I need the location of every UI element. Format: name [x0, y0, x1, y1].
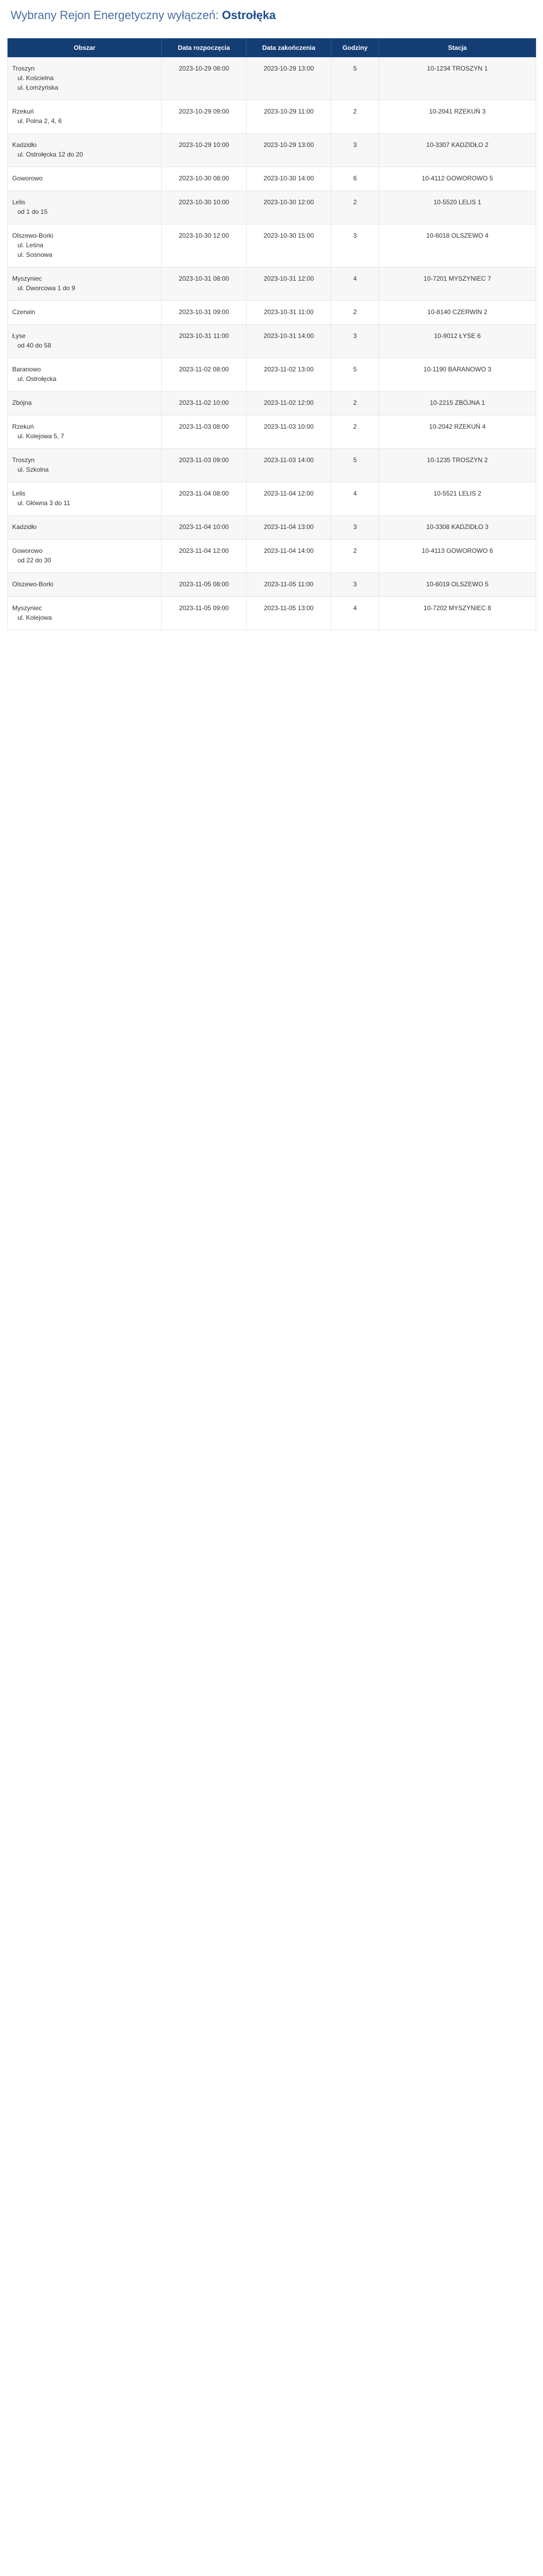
start-date-cell: 2023-10-29 09:00	[162, 100, 247, 134]
start-date-cell: 2023-10-30 08:00	[162, 167, 247, 191]
area-name: Łyse	[12, 332, 26, 340]
area-cell	[8, 57, 162, 100]
start-date-cell: 2023-10-31 11:00	[162, 325, 247, 358]
station-cell: 10-1234 TROSZYN 1	[379, 57, 536, 100]
end-date-cell: 2023-11-05 11:00	[247, 573, 331, 597]
area-streets: ul. Szkolna	[17, 466, 49, 473]
hours-cell: 2	[331, 100, 379, 134]
end-date-cell: 2023-11-04 12:00	[247, 482, 331, 516]
area-block	[12, 522, 157, 532]
station-cell: 10-4113 GOWOROWO 6	[379, 540, 536, 573]
hours-cell: 2	[331, 540, 379, 573]
area-block	[12, 274, 157, 293]
table-row	[8, 597, 536, 630]
station-cell: 10-3307 KADZIDŁO 2	[379, 134, 536, 167]
end-date-cell: 2023-11-02 13:00	[247, 358, 331, 392]
area-name: Rzekuń	[12, 423, 34, 430]
hours-cell: 4	[331, 482, 379, 516]
table-row	[8, 100, 536, 134]
area-cell	[8, 516, 162, 540]
area-cell	[8, 134, 162, 167]
start-date-cell: 2023-11-03 09:00	[162, 449, 247, 482]
area-cell	[8, 573, 162, 597]
station-cell: 10-6019 OLSZEWO 5	[379, 573, 536, 597]
start-date-cell: 2023-10-31 08:00	[162, 267, 247, 301]
table-row	[8, 392, 536, 415]
hours-cell: 3	[331, 224, 379, 267]
hours-cell: 2	[331, 392, 379, 415]
station-cell: 10-9012 ŁYSE 6	[379, 325, 536, 358]
area-name: Myszyniec	[12, 604, 42, 612]
area-cell	[8, 482, 162, 516]
area-cell	[8, 449, 162, 482]
region-name: Ostrołęka	[222, 8, 276, 22]
area-cell	[8, 167, 162, 191]
area-cell	[8, 224, 162, 267]
table-body	[8, 57, 536, 630]
area-name: Lelis	[12, 198, 25, 206]
station-cell: 10-1190 BARANOWO 3	[379, 358, 536, 392]
area-name: Myszyniec	[12, 275, 42, 282]
table-row	[8, 415, 536, 449]
start-date-cell: 2023-11-04 10:00	[162, 516, 247, 540]
station-cell: 10-4112 GOWOROWO 5	[379, 167, 536, 191]
hours-cell: 3	[331, 325, 379, 358]
column-header-area: Obszar	[8, 39, 162, 57]
start-date-cell: 2023-11-04 08:00	[162, 482, 247, 516]
hours-cell: 3	[331, 516, 379, 540]
station-cell: 10-1235 TROSZYN 2	[379, 449, 536, 482]
area-name: Olszewo-Borki	[12, 580, 54, 588]
table-row	[8, 573, 536, 597]
station-cell: 10-5521 LELIS 2	[379, 482, 536, 516]
area-cell	[8, 301, 162, 325]
area-block	[12, 365, 157, 384]
start-date-cell: 2023-11-05 09:00	[162, 597, 247, 630]
area-block	[12, 331, 157, 350]
area-block	[12, 307, 157, 317]
end-date-cell: 2023-10-29 13:00	[247, 57, 331, 100]
start-date-cell: 2023-10-29 08:00	[162, 57, 247, 100]
area-cell	[8, 267, 162, 301]
table-header-row	[8, 39, 536, 57]
area-name: Zbójna	[12, 399, 32, 406]
table-row	[8, 482, 536, 516]
station-cell: 10-8140 CZERWIN 2	[379, 301, 536, 325]
hours-cell: 2	[331, 191, 379, 224]
table-row	[8, 325, 536, 358]
table-row	[8, 301, 536, 325]
area-name: Czerwin	[12, 308, 36, 316]
region-title	[11, 8, 536, 22]
outage-table	[7, 38, 536, 630]
hours-cell: 3	[331, 573, 379, 597]
area-streets: ul. Dworcowa 1 do 9	[17, 284, 75, 292]
hours-cell: 2	[331, 415, 379, 449]
area-streets: od 40 do 58	[17, 342, 51, 349]
area-cell	[8, 597, 162, 630]
area-cell	[8, 415, 162, 449]
column-header-station: Stacja	[379, 39, 536, 57]
end-date-cell: 2023-11-05 13:00	[247, 597, 331, 630]
hours-cell: 2	[331, 301, 379, 325]
area-cell	[8, 100, 162, 134]
start-date-cell: 2023-11-02 10:00	[162, 392, 247, 415]
end-date-cell: 2023-10-31 12:00	[247, 267, 331, 301]
start-date-cell: 2023-11-02 08:00	[162, 358, 247, 392]
area-name: Goworowo	[12, 175, 43, 182]
table-row	[8, 449, 536, 482]
start-date-cell: 2023-10-30 10:00	[162, 191, 247, 224]
hours-cell: 6	[331, 167, 379, 191]
hours-cell: 3	[331, 134, 379, 167]
region-title-prefix: Wybrany Rejon Energetyczny wyłączeń:	[11, 8, 219, 22]
table-row	[8, 516, 536, 540]
table-row	[8, 224, 536, 267]
station-cell: 10-2041 RZEKUŃ 3	[379, 100, 536, 134]
area-name: Rzekuń	[12, 108, 34, 115]
end-date-cell: 2023-10-31 11:00	[247, 301, 331, 325]
area-cell	[8, 325, 162, 358]
area-cell	[8, 358, 162, 392]
end-date-cell: 2023-11-02 12:00	[247, 392, 331, 415]
end-date-cell: 2023-10-29 13:00	[247, 134, 331, 167]
area-name: Kadzidło	[12, 141, 37, 149]
area-block	[12, 398, 157, 407]
area-streets: ul. Kościelna ul. Łomżyńska	[17, 74, 58, 91]
station-cell: 10-7201 MYSZYNIEC 7	[379, 267, 536, 301]
start-date-cell: 2023-10-31 09:00	[162, 301, 247, 325]
area-cell	[8, 392, 162, 415]
area-block	[12, 174, 157, 183]
station-cell: 10-3308 KADZIDŁO 3	[379, 516, 536, 540]
start-date-cell: 2023-11-04 12:00	[162, 540, 247, 573]
end-date-cell: 2023-11-03 14:00	[247, 449, 331, 482]
area-streets: od 1 do 15	[17, 208, 48, 215]
hours-cell: 5	[331, 449, 379, 482]
table-row	[8, 358, 536, 392]
station-cell: 10-6018 OLSZEWO 4	[379, 224, 536, 267]
area-block	[12, 579, 157, 589]
area-streets: ul. Kolejowa	[17, 614, 52, 621]
area-block	[12, 546, 157, 565]
area-name: Troszyn	[12, 65, 35, 72]
area-streets: ul. Polna 2, 4, 6	[17, 117, 62, 125]
area-name: Kadzidło	[12, 523, 37, 531]
end-date-cell: 2023-10-30 15:00	[247, 224, 331, 267]
area-streets: ul. Ostrołęcka	[17, 375, 57, 383]
table-row	[8, 267, 536, 301]
column-header-end: Data zakończenia	[247, 39, 331, 57]
area-name: Olszewo-Borki	[12, 232, 54, 239]
hours-cell: 4	[331, 597, 379, 630]
station-cell: 10-2042 RZEKUŃ 4	[379, 415, 536, 449]
area-streets: ul. Ostrołęcka 12 do 20	[17, 151, 83, 158]
area-block	[12, 231, 157, 259]
area-cell	[8, 540, 162, 573]
area-name: Lelis	[12, 490, 25, 497]
start-date-cell: 2023-10-30 12:00	[162, 224, 247, 267]
area-name: Baranowo	[12, 366, 41, 373]
end-date-cell: 2023-11-04 14:00	[247, 540, 331, 573]
station-cell: 10-7202 MYSZYNIEC 8	[379, 597, 536, 630]
area-block	[12, 455, 157, 474]
end-date-cell: 2023-11-04 13:00	[247, 516, 331, 540]
area-streets: od 22 do 30	[17, 557, 51, 564]
area-streets: ul. Leśna ul. Sosnowa	[17, 241, 52, 258]
area-streets: ul. Kolejowa 5, 7	[17, 432, 65, 440]
column-header-hours: Godziny	[331, 39, 379, 57]
table-row	[8, 167, 536, 191]
area-block	[12, 603, 157, 622]
area-name: Goworowo	[12, 547, 43, 554]
start-date-cell: 2023-10-29 10:00	[162, 134, 247, 167]
area-block	[12, 140, 157, 159]
end-date-cell: 2023-11-03 10:00	[247, 415, 331, 449]
area-block	[12, 197, 157, 216]
end-date-cell: 2023-10-31 14:00	[247, 325, 331, 358]
area-block	[12, 489, 157, 508]
table-row	[8, 134, 536, 167]
start-date-cell: 2023-11-05 08:00	[162, 573, 247, 597]
station-cell: 10-5520 LELIS 1	[379, 191, 536, 224]
table-row	[8, 57, 536, 100]
hours-cell: 5	[331, 57, 379, 100]
area-cell	[8, 191, 162, 224]
area-name: Troszyn	[12, 456, 35, 464]
area-block	[12, 422, 157, 441]
end-date-cell: 2023-10-29 11:00	[247, 100, 331, 134]
start-date-cell: 2023-11-03 08:00	[162, 415, 247, 449]
hours-cell: 5	[331, 358, 379, 392]
station-cell: 10-2215 ZBÓJNA 1	[379, 392, 536, 415]
hours-cell: 4	[331, 267, 379, 301]
area-streets: ul. Główna 3 do 11	[17, 499, 71, 507]
area-block	[12, 107, 157, 126]
table-row	[8, 540, 536, 573]
end-date-cell: 2023-10-30 14:00	[247, 167, 331, 191]
column-header-start: Data rozpoczęcia	[162, 39, 247, 57]
area-block	[12, 64, 157, 92]
end-date-cell: 2023-10-30 12:00	[247, 191, 331, 224]
table-row	[8, 191, 536, 224]
